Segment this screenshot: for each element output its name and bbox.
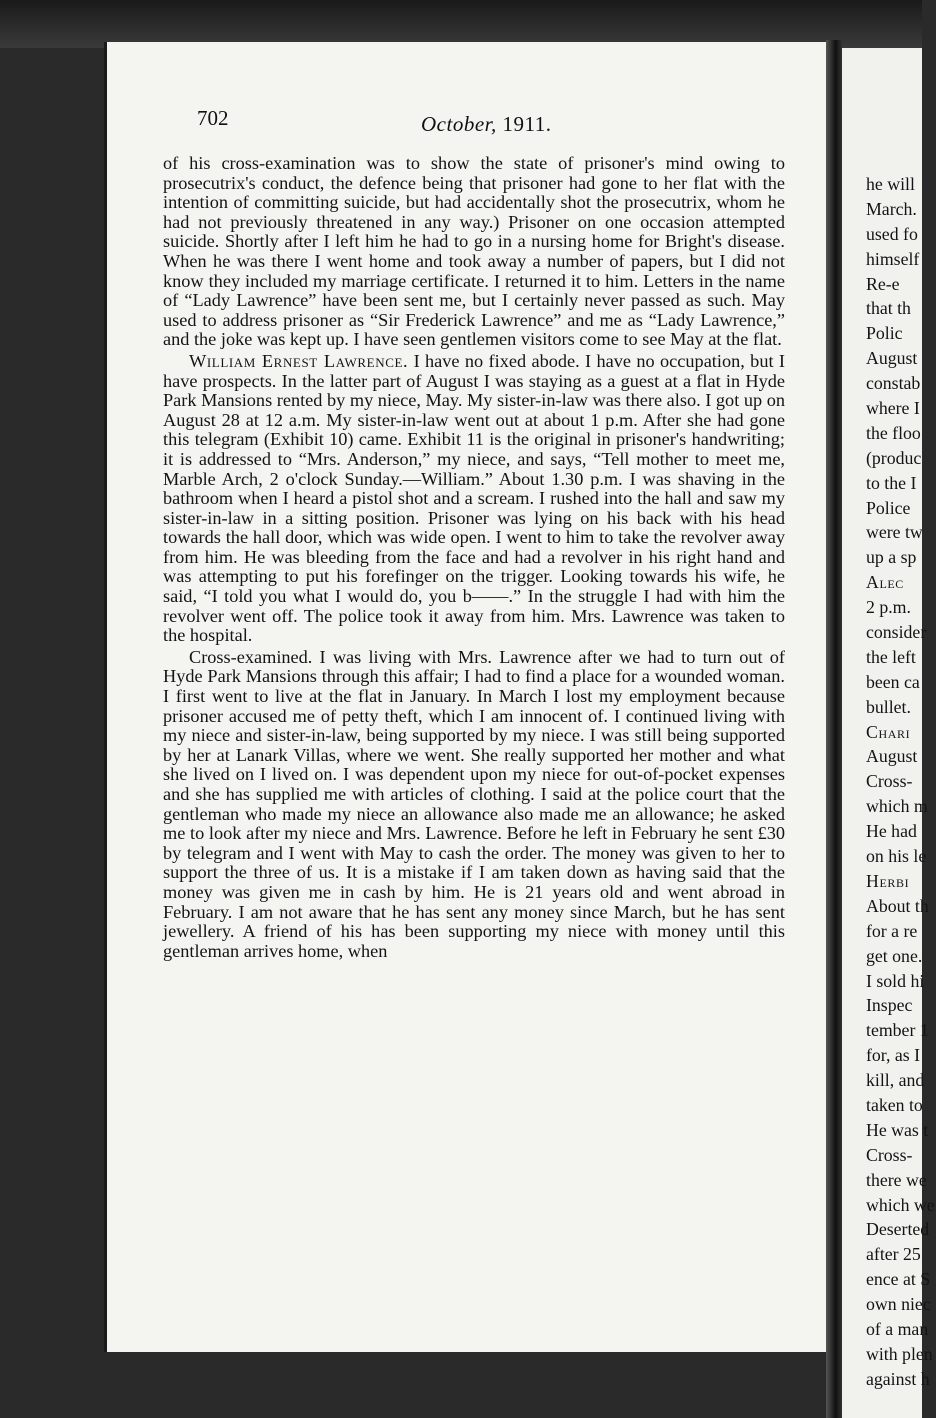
right-page-line: there we — [866, 1169, 927, 1190]
right-page-line: March. — [866, 198, 917, 219]
right-page-line: bullet. — [866, 696, 911, 717]
right-page-line: He had — [866, 821, 917, 842]
paragraph-1: of his cross-examination was to show the state of prisoner's mind owing to prosecutrix's conduct, the defence being that prisoner had gone to her flat with the intention of committing suicide, but had accidentally shot the prosecutrix, whom he had not previously threatened in any way.) Prisoner on one occasion attempted suicide. Shortly after I left him he had to go in a nursing home for Bright's disease. When he was there I went home and took away a number of papers, but I did not know they included my marriage certificate. I returned it to him. Letters in the name of “Lady Lawrence” have been sent me, but I certainly never passed as such. May used to address prisoner as “Sir Frederick Lawrence” and me as “Lady Lawrence,” and the joke was kept up. I have seen gentlemen visitors come to see May at the flat. — [163, 153, 785, 350]
right-page-line: been ca — [866, 671, 920, 692]
right-page-line: About th — [866, 895, 929, 916]
right-page-line: which we — [866, 1194, 935, 1215]
right-page-line: (produc — [866, 447, 922, 468]
right-page-line: Police — [866, 497, 911, 518]
right-page-line: up a sp — [866, 547, 917, 568]
right-page-line: the left — [866, 646, 916, 667]
paragraph-2 — [163, 352, 785, 646]
right-page-line: where I — [866, 398, 920, 419]
left-page — [104, 42, 826, 1352]
right-page-line: taken to — [866, 1094, 923, 1115]
right-page-line: I sold hi — [866, 970, 925, 991]
right-page-line: on his le — [866, 846, 927, 867]
body-text — [163, 154, 785, 963]
right-page-line: were tw — [866, 522, 923, 543]
right-page-line: tember 1 — [866, 1020, 929, 1041]
right-page-line: ence at S — [866, 1269, 931, 1290]
right-page-line: Chari — [866, 721, 911, 742]
page-number: 702 — [197, 106, 229, 130]
right-page-line: that th — [866, 298, 911, 319]
right-page-line: with plen — [866, 1343, 933, 1364]
paragraph-2-text: I have no fixed abode. I have no occupation, but I have prospects. In the latter part of August I was staying as a guest at a flat in Hyde Park Mansions rented by my niece, May. My sister-in-law was there also. I got up on August 28 at 12 a.m. My sister-in-law went out at about 1 p.m. After she had gone this telegram (Exhibit 10) came. Exhibit 11 is the original in prisoner's handwriting; it is addressed to “Mrs. Anderson,” my niece, and says, “Tell mother to meet me, Marble Arch, 2 o'clock Sunday.—William.” About 1.30 p.m. I was shaving in the bathroom when I heard a pistol shot and a scream. I rushed into the hall and saw my sister-in-law in a sitting position. Prisoner was lying on his back with his head towards the hall door, which was wide open. I went to him to take the revolver away from him. He was bleeding from the face and had a revolver in his right hand and was attempting to put his forefinger on the trigger. Looking towards his wife, he said, “I told you what I would do, you b——.” In the struggle I had with him the revolver went off. The police took it away from him. Mrs. Lawrence was taken to the hospital. — [163, 350, 785, 646]
right-page-line: Inspec — [866, 995, 913, 1016]
right-page-line: used fo — [866, 223, 918, 244]
right-page-line: He was t — [866, 1119, 929, 1140]
right-page-line: for a re — [866, 920, 918, 941]
right-page-line: consider — [866, 622, 927, 643]
right-page-line: constab — [866, 373, 921, 394]
right-page-line: August — [866, 348, 918, 369]
right-page-line: the floo — [866, 422, 921, 443]
right-page-line: Re-e — [866, 273, 900, 294]
right-page-line: get one. — [866, 945, 923, 966]
right-page-line: own niec — [866, 1294, 931, 1315]
right-page-line: August — [866, 746, 918, 767]
running-head-month: October, — [421, 112, 497, 136]
right-page-line: himself — [866, 248, 920, 269]
right-page-line: Polic — [866, 323, 903, 344]
page-header — [197, 106, 817, 136]
right-page-line: Cross- — [866, 1144, 913, 1165]
right-page-line: for, as I — [866, 1045, 921, 1066]
right-page-line: to the I — [866, 472, 917, 493]
right-page-line: after 25 — [866, 1244, 921, 1265]
paragraph-3: Cross-examined. I was living with Mrs. Lawrence after we had to turn out of Hyde Park Mansions through this affair; I had to find a place for a wounded woman. I first went to live at the flat in January. In March I lost my employment because prisoner accused me of petty theft, which I am innocent of. I continued living with my niece and sister-in-law, being supported by my niece. I was still being supported by her at Lanark Villas, where we went. She really supported her mother and what she lived on I lived on. I was dependent upon my niece for out-of-pocket expenses and she has supplied me with articles of clothing. I said at the police court that the gentleman who made my niece an allowance also made me an allowance; he asked me to look after my niece and Mrs. Lawrence. Before he left in February he sent £30 by telegram and I went with May to cash the order. The money was given to her to support the three of us. It is a mistake if I am taken down as having said that the money was given me in cash by him. He is 21 years old and went abroad in February. I am not aware that he has sent any money since March, but he has sent jewellery. A friend of his has been supporting my niece with money until this gentleman arrives home, when — [163, 646, 785, 961]
right-page-line: Alec — [866, 572, 904, 593]
right-page-line: he will — [866, 174, 915, 194]
right-page-line: kill, and — [866, 1070, 925, 1091]
running-head — [421, 112, 551, 137]
running-head-year: 1911. — [502, 112, 552, 136]
right-page-line: of a man — [866, 1318, 929, 1339]
right-page-line: Cross- — [866, 771, 913, 792]
right-page — [842, 48, 935, 1418]
right-page-line: against h — [866, 1368, 930, 1389]
right-page-line: Herbi — [866, 870, 910, 891]
book-gutter — [826, 40, 842, 1418]
right-page-line: which m — [866, 796, 928, 817]
scan-top-edge — [0, 0, 922, 48]
right-page-line: 2 p.m. — [866, 597, 911, 618]
right-page-fragments — [866, 172, 936, 1392]
witness-name: William Ernest Lawrence. — [189, 350, 409, 371]
right-page-line: Deserted — [866, 1219, 930, 1240]
